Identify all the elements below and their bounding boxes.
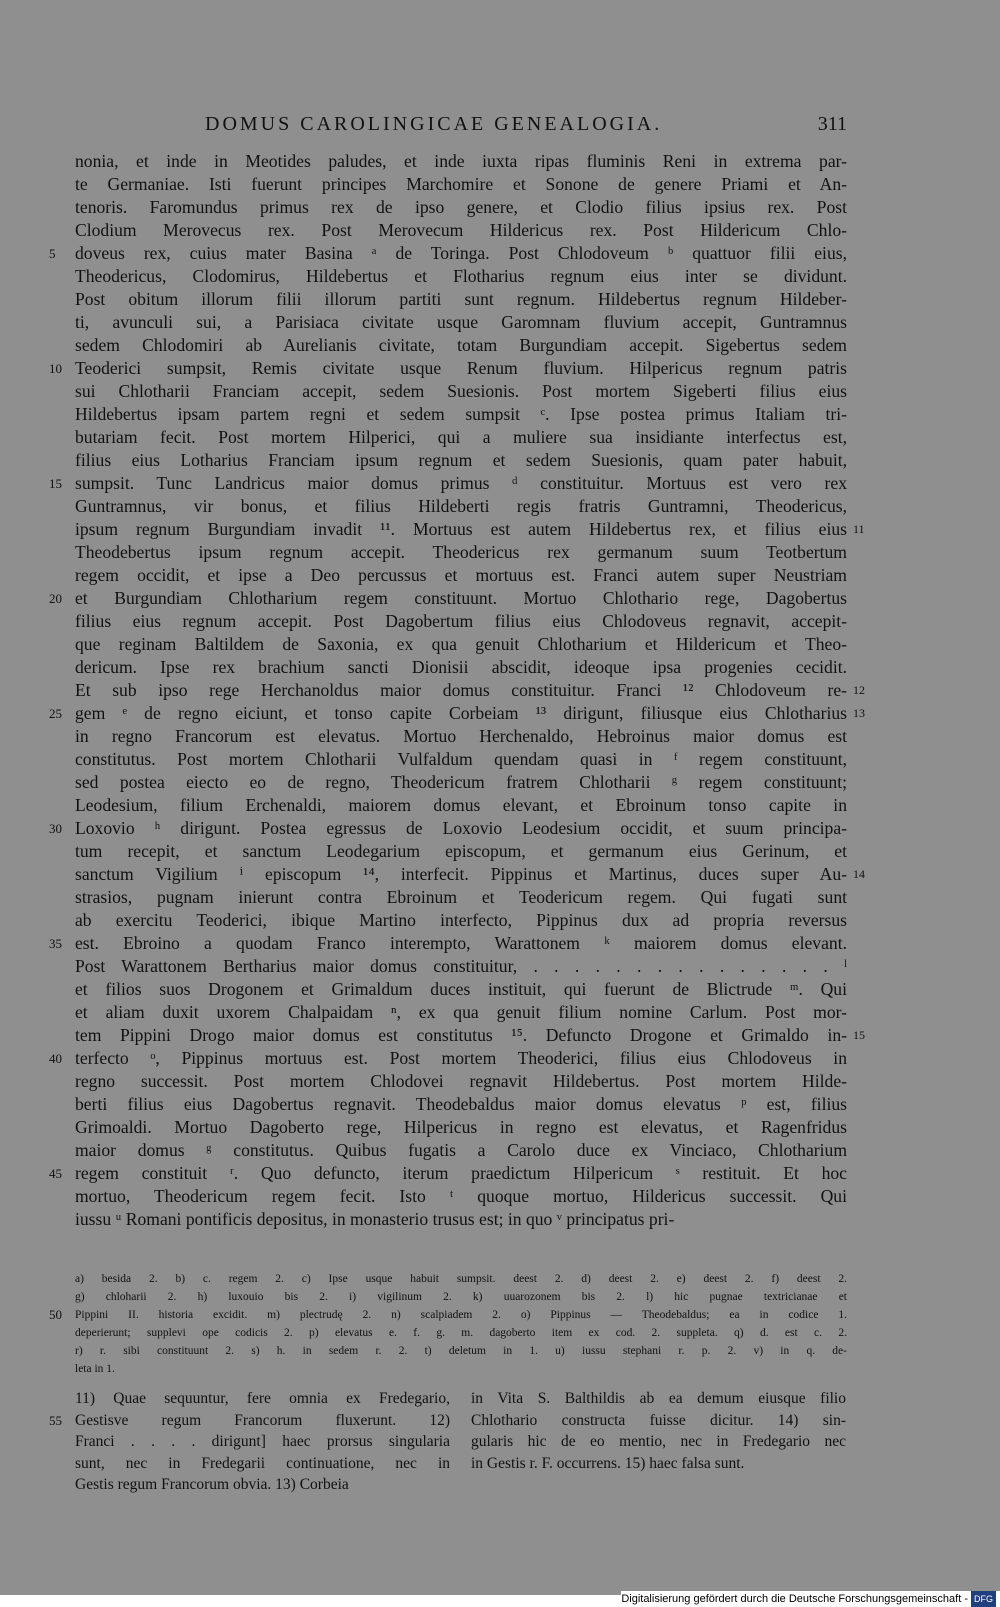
text-line bbox=[75, 610, 847, 633]
page-number: 311 bbox=[817, 113, 847, 135]
text-line bbox=[75, 909, 847, 932]
text-line bbox=[75, 1431, 450, 1453]
text-line bbox=[75, 1270, 847, 1288]
text-line bbox=[75, 219, 847, 242]
margin-note-number: 11 bbox=[853, 522, 865, 536]
line-text: terfecto ᵒ, Pippinus mortuus est. Post mortem Theoderici, filius eius Chlodoveus in bbox=[75, 1048, 847, 1068]
line-text: ab exercitu Teoderici, ibique Martino interfecto, Pippinus dux ad propria reversus bbox=[75, 910, 847, 930]
line-text: iussu ᵘ Romani pontificis depositus, in monasterio trusus est; in quo ᵛ principatus pri- bbox=[75, 1209, 675, 1229]
margin-note-number: 15 bbox=[853, 1028, 865, 1042]
line-text: r) r. sibi constituunt 2. s) h. in sedem r. 2. t) deletum in 1. u) iussu stephani r. p. 2. v) in q. de- bbox=[75, 1345, 847, 1357]
line-text: gem ᵉ de regno eiciunt, et tonso capite Corbeiam ¹³ dirigunt, filiusque eius Chlotharius bbox=[75, 703, 847, 723]
text-line bbox=[75, 1001, 847, 1024]
text-line bbox=[75, 679, 865, 702]
line-text: Pippini II. historia excidit. m) plectrudę 2. n) scalpiadem 2. o) Pippinus — Theodebaldus; ea in codice 1. bbox=[75, 1309, 847, 1321]
text-line bbox=[49, 1306, 847, 1324]
line-text: et Burgundiam Chlotharium regem constituunt. Mortuo Chlothario rege, Dagobertus bbox=[75, 588, 847, 608]
text-line bbox=[49, 1410, 450, 1432]
margin-note-number: 12 bbox=[853, 683, 865, 697]
line-number: 55 bbox=[49, 1412, 62, 1428]
line-text: sanctum Vigilium ⁱ episcopum ¹⁴, interfecit. Pippinus et Martinus, duces super Au- bbox=[75, 864, 847, 884]
text-line bbox=[75, 1024, 865, 1047]
line-text: filius eius regnum accepit. Post Dagobertum filius eius Chlodoveus regnavit, accepit- bbox=[75, 611, 847, 631]
text-line bbox=[75, 656, 847, 679]
line-text: Post obitum illorum filii illorum partiti sunt regnum. Hildebertus regnum Hildeber- bbox=[75, 289, 847, 309]
text-line bbox=[75, 150, 847, 173]
text-line bbox=[75, 955, 847, 978]
line-text: regem constituit ʳ. Quo defuncto, iterum praedictum Hilpericum ˢ restituit. Et hoc bbox=[75, 1163, 847, 1183]
text-line bbox=[75, 1070, 847, 1093]
line-text: regem occidit, et ipse a Deo percussus et mortuus est. Franci autem super Neustriam bbox=[75, 565, 847, 585]
text-line bbox=[75, 449, 847, 472]
line-number: 50 bbox=[49, 1307, 62, 1322]
line-number: 15 bbox=[49, 476, 62, 491]
text-line bbox=[75, 725, 847, 748]
text-line bbox=[75, 1288, 847, 1306]
text-line bbox=[75, 1093, 847, 1116]
text-line bbox=[49, 242, 847, 265]
text-line bbox=[75, 564, 847, 587]
text-line bbox=[75, 748, 847, 771]
main-text bbox=[49, 150, 865, 1231]
text-line bbox=[75, 403, 847, 426]
text-line bbox=[49, 587, 847, 610]
text-line bbox=[75, 633, 847, 656]
line-text: et aliam duxit uxorem Chalpaidam ⁿ, ex qua genuit filium nomine Carlum. Post mor- bbox=[75, 1002, 847, 1022]
line-number: 5 bbox=[49, 246, 56, 261]
digitization-credit bbox=[621, 1591, 1000, 1607]
line-text: tenoris. Faromundus primus rex de ipso genere, et Clodio filius ipsius rex. Post bbox=[75, 197, 847, 217]
text-line bbox=[75, 1453, 450, 1475]
line-text: butariam fecit. Post mortem Hilperici, qui a muliere sua insidiante interfectus est, bbox=[75, 427, 847, 447]
text-line bbox=[75, 426, 847, 449]
line-text: ti, avunculi sui, a Parisiaca civitate usque Garomnam fluvium accepit, Guntramnus bbox=[75, 312, 847, 332]
line-text: Franci . . . . dirigunt] haec prorsus singularia bbox=[75, 1433, 450, 1450]
line-text: Post Warattonem Bertharius maior domus constituitur, . . . . . . . . . . . . . . . ˡ bbox=[75, 956, 847, 976]
commentary-right-column bbox=[471, 1388, 846, 1474]
line-text: constitutus. Post mortem Chlotharii Vulfaldum quendam quasi in ᶠ regem constituunt, bbox=[75, 749, 847, 769]
text-line bbox=[75, 518, 865, 541]
line-text: est. Ebroino a quodam Franco interempto, Warattonem ᵏ maiorem domus elevant. bbox=[75, 933, 847, 953]
variant-footnotes bbox=[49, 1270, 847, 1378]
line-text: in regno Francorum est elevatus. Mortuo Herchenaldo, Hebroinus maior domus est bbox=[75, 726, 847, 746]
line-text: Theodebertus ipsum regnum accepit. Theodericus rex germanum suum Teotbertum bbox=[75, 542, 847, 562]
commentary-footnotes bbox=[49, 1388, 847, 1493]
line-text: Chlothario constructa fuisse dicitur. 14) sin- bbox=[471, 1411, 846, 1429]
text-line bbox=[49, 932, 847, 955]
line-number: 10 bbox=[49, 361, 62, 376]
text-line bbox=[75, 311, 847, 334]
text-line bbox=[75, 1139, 847, 1162]
line-text: ipsum regnum Burgundiam invadit ¹¹. Mortuus est autem Hildebertus rex, et filius eius bbox=[75, 519, 847, 539]
line-text: sui Chlotharii Franciam accepit, sedem Suesionis. Post mortem Sigeberti filius eius bbox=[75, 381, 847, 401]
line-number: 40 bbox=[49, 1051, 62, 1066]
margin-note-number: 14 bbox=[853, 867, 865, 881]
line-text: Teoderici sumpsit, Remis civitate usque Renum fluvium. Hilpericus regnum patris bbox=[75, 358, 847, 378]
line-number: 45 bbox=[49, 1166, 62, 1181]
running-header bbox=[75, 113, 847, 139]
text-line bbox=[75, 541, 847, 564]
line-number: 35 bbox=[49, 936, 62, 951]
text-line bbox=[75, 288, 847, 311]
text-line bbox=[75, 863, 865, 886]
line-text: te Germaniae. Isti fuerunt principes Marchomire et Sonone de genere Priami et An- bbox=[75, 174, 847, 194]
line-text: Theodericus, Clodomirus, Hildebertus et Flotharius regnum eius inter se dividunt. bbox=[75, 266, 847, 286]
line-text: sunt, nec in Fredegarii continuatione, nec in bbox=[75, 1454, 450, 1472]
line-text: Et sub ipso rege Herchanoldus maior domus constituitur. Franci ¹² Chlodoveum re- bbox=[75, 680, 847, 700]
text-line bbox=[75, 265, 847, 288]
text-line bbox=[49, 1047, 847, 1070]
text-line bbox=[75, 1324, 847, 1342]
line-text: et filios suos Drogonem et Grimaldum duces instituit, qui fuerunt de Blictrude ᵐ. Qui bbox=[75, 979, 847, 999]
line-text: que reginam Baltildem de Saxonia, ex qua genuit Chlotharium et Hildericum et Theo- bbox=[75, 634, 847, 654]
text-line bbox=[49, 817, 847, 840]
line-text: deperierunt; supplevi ope codicis 2. p) elevatus e. f. g. m. dagoberto item ex cod. 2. suppleta. q) d. est c. 2. bbox=[75, 1327, 847, 1339]
line-text: a) besida 2. b) c. regem 2. c) Ipse usque habuit sumpsit. deest 2. d) deest 2. e) deest 2. f) deest 2. bbox=[75, 1273, 847, 1285]
commentary-left-column bbox=[49, 1388, 450, 1496]
line-text: nonia, et inde in Meotides paludes, et inde iuxta ripas fluminis Reni in extrema par- bbox=[75, 151, 847, 171]
line-text: Clodium Merovecus rex. Post Merovecum Hildericus rex. Post Hildericum Chlo- bbox=[75, 220, 847, 240]
text-line bbox=[471, 1453, 846, 1475]
line-text: leta in 1. bbox=[75, 1363, 115, 1375]
text-line bbox=[75, 173, 847, 196]
line-number: 25 bbox=[49, 706, 62, 721]
line-text: dericum. Ipse rex brachium sancti Dionisii abscidit, ideoque ipsa progenies cecidit. bbox=[75, 657, 847, 677]
line-text: regno successit. Post mortem Chlodovei regnavit Hildebertus. Post mortem Hilde- bbox=[75, 1071, 847, 1091]
text-line bbox=[75, 1360, 847, 1378]
text-line bbox=[75, 1474, 450, 1496]
line-text: in Gestis r. F. occurrens. 15) haec falsa sunt. bbox=[471, 1454, 745, 1472]
text-line bbox=[75, 495, 847, 518]
line-number: 20 bbox=[49, 591, 62, 606]
line-text: sedem Chlodomiri ab Aurelianis civitate, totam Burgundiam accepit. Sigebertus sedem bbox=[75, 335, 847, 355]
line-text: doveus rex, cuius mater Basina ᵃ de Toringa. Post Chlodoveum ᵇ quattuor filii eius, bbox=[75, 243, 847, 263]
line-text: tum recepit, et sanctum Leodegarium episcopum, et germanum eius Gerinum, et bbox=[75, 841, 847, 861]
text-line bbox=[75, 978, 847, 1001]
text-line bbox=[75, 1208, 847, 1231]
text-line bbox=[49, 1162, 847, 1185]
line-text: sumpsit. Tunc Landricus maior domus primus ᵈ constituitur. Mortuus est vero rex bbox=[75, 473, 847, 493]
text-line bbox=[75, 886, 847, 909]
line-text: Gestis regum Francorum obvia. 13) Corbeia bbox=[75, 1476, 349, 1493]
text-line bbox=[471, 1431, 846, 1453]
text-line bbox=[75, 334, 847, 357]
line-text: Guntramnus, vir bonus, et filius Hildeberti regis fratris Guntramni, Theodericus, bbox=[75, 496, 847, 516]
dfg-logo: DFG bbox=[971, 1591, 996, 1607]
line-text: sed postea eiecto eo de regno, Theodericum fratrem Chlotharii ᵍ regem constituunt; bbox=[75, 772, 847, 792]
text-line bbox=[75, 1116, 847, 1139]
line-number: 30 bbox=[49, 821, 62, 836]
text-line bbox=[75, 794, 847, 817]
text-line bbox=[75, 840, 847, 863]
line-text: filius eius Lotharius Franciam ipsum regnum et sedem Suesionis, quam pater habuit, bbox=[75, 450, 847, 470]
line-text: Hildebertus ipsam partem regni et sedem sumpsit ᶜ. Ipse postea primus Italiam tri- bbox=[75, 404, 847, 424]
line-text: g) chloharii 2. h) luxouio bis 2. i) vigilinum 2. k) uuarozonem bis 2. l) hic pugnae textricianae et bbox=[75, 1291, 847, 1303]
line-text: in Vita S. Balthildis ab ea demum eiusque filio bbox=[471, 1390, 846, 1407]
line-text: mortuo, Theodericum regem fecit. Isto ᵗ quoque mortuo, Hildericus successit. Qui bbox=[75, 1186, 847, 1206]
line-text: maior domus ᵍ constitutus. Quibus fugatis a Carolo duce ex Vinciaco, Chlotharium bbox=[75, 1140, 847, 1160]
line-text: 11) Quae sequuntur, fere omnia ex Fredegario, bbox=[75, 1390, 450, 1407]
line-text: gularis hic de eo mentio, nec in Fredegario nec bbox=[471, 1433, 846, 1450]
text-line bbox=[471, 1410, 846, 1432]
credit-text: Digitalisierung gefördert durch die Deutsche Forschungsgemeinschaft - bbox=[621, 1593, 968, 1605]
text-line bbox=[49, 472, 847, 495]
line-text: Loxovio ʰ dirigunt. Postea egressus de Loxovio Leodesium occidit, et suum principa- bbox=[75, 818, 847, 838]
text-line bbox=[49, 702, 865, 725]
running-title: DOMUS CAROLINGICAE GENEALOGIA. bbox=[205, 113, 663, 135]
text-line bbox=[471, 1388, 846, 1410]
text-line bbox=[49, 357, 847, 380]
line-text: Grimoaldi. Mortuo Dagoberto rege, Hilpericus in regno est elevatus, et Ragenfridus bbox=[75, 1117, 847, 1137]
text-line bbox=[75, 1342, 847, 1360]
text-line bbox=[75, 196, 847, 219]
line-text: tem Pippini Drogo maior domus est constitutus ¹⁵. Defuncto Drogone et Grimaldo in- bbox=[75, 1025, 847, 1045]
text-line bbox=[75, 1388, 450, 1410]
line-text: strasios, pugnam inierunt contra Ebroinum et Teodericum regem. Qui fugati sunt bbox=[75, 887, 847, 907]
margin-note-number: 13 bbox=[853, 706, 865, 720]
line-text: Leodesium, filium Erchenaldi, maiorem domus elevant, et Ebroinum tonso capite in bbox=[75, 795, 847, 815]
line-text: berti filius eius Dagobertus regnavit. Theodebaldus maior domus elevatus ᵖ est, filius bbox=[75, 1094, 847, 1114]
text-line bbox=[75, 771, 847, 794]
text-line bbox=[75, 380, 847, 403]
line-text: Gestisve regum Francorum fluxerunt. 12) bbox=[75, 1411, 450, 1429]
text-line bbox=[75, 1185, 847, 1208]
